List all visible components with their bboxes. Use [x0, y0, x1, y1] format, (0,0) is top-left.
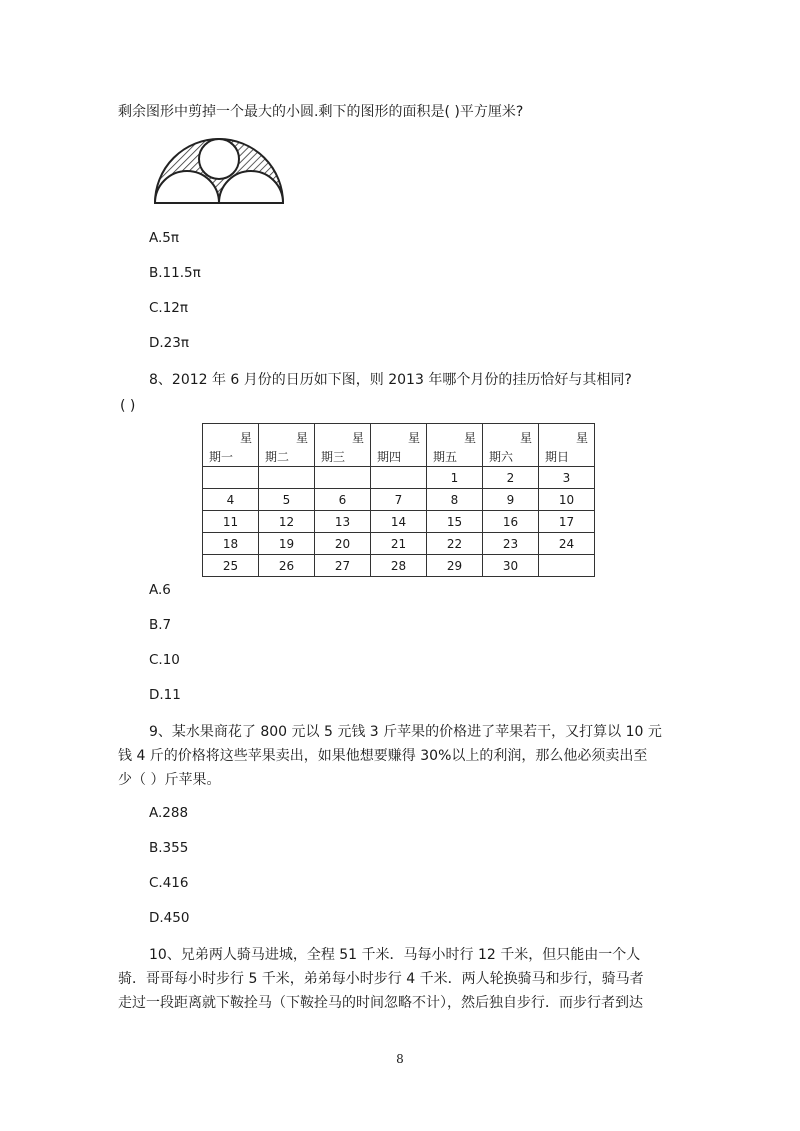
q7-option-d[interactable]: D.23π: [149, 335, 189, 351]
calendar-day-cell: 19: [259, 533, 315, 555]
calendar-day-cell: 23: [483, 533, 539, 555]
q9-line-2: 钱 4 斤的价格将这些苹果卖出，如果他想要赚得 30%以上的利润，那么他必须卖出至: [118, 748, 648, 764]
calendar-day-cell: 16: [483, 511, 539, 533]
calendar-header-cell: 星 期三: [315, 424, 371, 467]
q7-option-c[interactable]: C.12π: [149, 300, 189, 316]
calendar-week-row: [203, 555, 595, 577]
top-small-circle: [199, 139, 239, 179]
calendar-day-cell: 26: [259, 555, 315, 577]
q10-line-1: 10、兄弟两人骑马进城，全程 51 千米．马每小时行 12 千米，但只能由一个人: [149, 947, 641, 963]
calendar-header-cell: 星 期五: [427, 424, 483, 467]
calendar-header-row: [203, 424, 595, 467]
calendar-day-cell: 3: [539, 467, 595, 489]
calendar-day-cell: 11: [203, 511, 259, 533]
calendar-header-cell: 星 期六: [483, 424, 539, 467]
calendar-table: [202, 423, 595, 577]
calendar-day-cell: 22: [427, 533, 483, 555]
q8-blank: ( ): [120, 398, 136, 414]
calendar-day-cell: 6: [315, 489, 371, 511]
calendar-day-cell: 2: [483, 467, 539, 489]
calendar-day-cell: 12: [259, 511, 315, 533]
calendar-day-cell: [371, 467, 427, 489]
calendar-day-cell: 18: [203, 533, 259, 555]
q9-option-c[interactable]: C.416: [149, 875, 189, 891]
calendar-day-cell: 21: [371, 533, 427, 555]
calendar-week-row: [203, 489, 595, 511]
q9-line-3: 少（ ）斤苹果。: [118, 772, 221, 788]
calendar-header-cell: 星 期一: [203, 424, 259, 467]
calendar-header-cell: 星 期日: [539, 424, 595, 467]
calendar-header-cell: 星 期四: [371, 424, 427, 467]
q7-option-a[interactable]: A.5π: [149, 230, 180, 246]
calendar-day-cell: 9: [483, 489, 539, 511]
calendar-day-cell: [203, 467, 259, 489]
q10-line-3: 走过一段距离就下鞍拴马（下鞍拴马的时间忽略不计），然后独自步行．而步行者到达: [118, 995, 643, 1011]
calendar-day-cell: 15: [427, 511, 483, 533]
q7-option-b[interactable]: B.11.5π: [149, 265, 201, 281]
calendar-week-row: [203, 467, 595, 489]
calendar-day-cell: 13: [315, 511, 371, 533]
calendar-week-row: [203, 533, 595, 555]
q9-option-a[interactable]: A.288: [149, 805, 189, 821]
q9-option-b[interactable]: B.355: [149, 840, 189, 856]
calendar-day-cell: 8: [427, 489, 483, 511]
calendar-day-cell: [259, 467, 315, 489]
calendar-day-cell: 20: [315, 533, 371, 555]
page-number: 8: [396, 1052, 404, 1066]
q9-line-1: 9、某水果商花了 800 元以 5 元钱 3 斤苹果的价格进了苹果若干，又打算以 10 元: [149, 724, 662, 740]
calendar-day-cell: [539, 555, 595, 577]
q7-stem: 剩余图形中剪掉一个最大的小圆.剩下的图形的面积是( )平方厘米?: [118, 104, 524, 120]
calendar-day-cell: 14: [371, 511, 427, 533]
calendar-day-cell: [315, 467, 371, 489]
calendar-day-cell: 27: [315, 555, 371, 577]
q10-line-2: 骑．哥哥每小时步行 5 千米，弟弟每小时步行 4 千米．两人轮换骑马和步行，骑马者: [118, 971, 644, 987]
calendar-day-cell: 1: [427, 467, 483, 489]
calendar-day-cell: 4: [203, 489, 259, 511]
calendar-day-cell: 30: [483, 555, 539, 577]
calendar-day-cell: 29: [427, 555, 483, 577]
q8-option-d[interactable]: D.11: [149, 687, 181, 703]
calendar-header-cell: 星 期二: [259, 424, 315, 467]
calendar-day-cell: 25: [203, 555, 259, 577]
calendar-day-cell: 28: [371, 555, 427, 577]
calendar-day-cell: 5: [259, 489, 315, 511]
q8-stem: 8、2012 年 6 月份的日历如下图，则 2013 年哪个月份的挂历恰好与其相同?: [149, 372, 632, 388]
calendar-day-cell: 7: [371, 489, 427, 511]
q8-option-a[interactable]: A.6: [149, 582, 171, 598]
q8-option-b[interactable]: B.7: [149, 617, 172, 633]
calendar-day-cell: 17: [539, 511, 595, 533]
q8-option-c[interactable]: C.10: [149, 652, 180, 668]
calendar-week-row: [203, 511, 595, 533]
calendar-day-cell: 10: [539, 489, 595, 511]
semicircle-figure: [152, 137, 287, 207]
calendar-day-cell: 24: [539, 533, 595, 555]
q9-option-d[interactable]: D.450: [149, 910, 190, 926]
